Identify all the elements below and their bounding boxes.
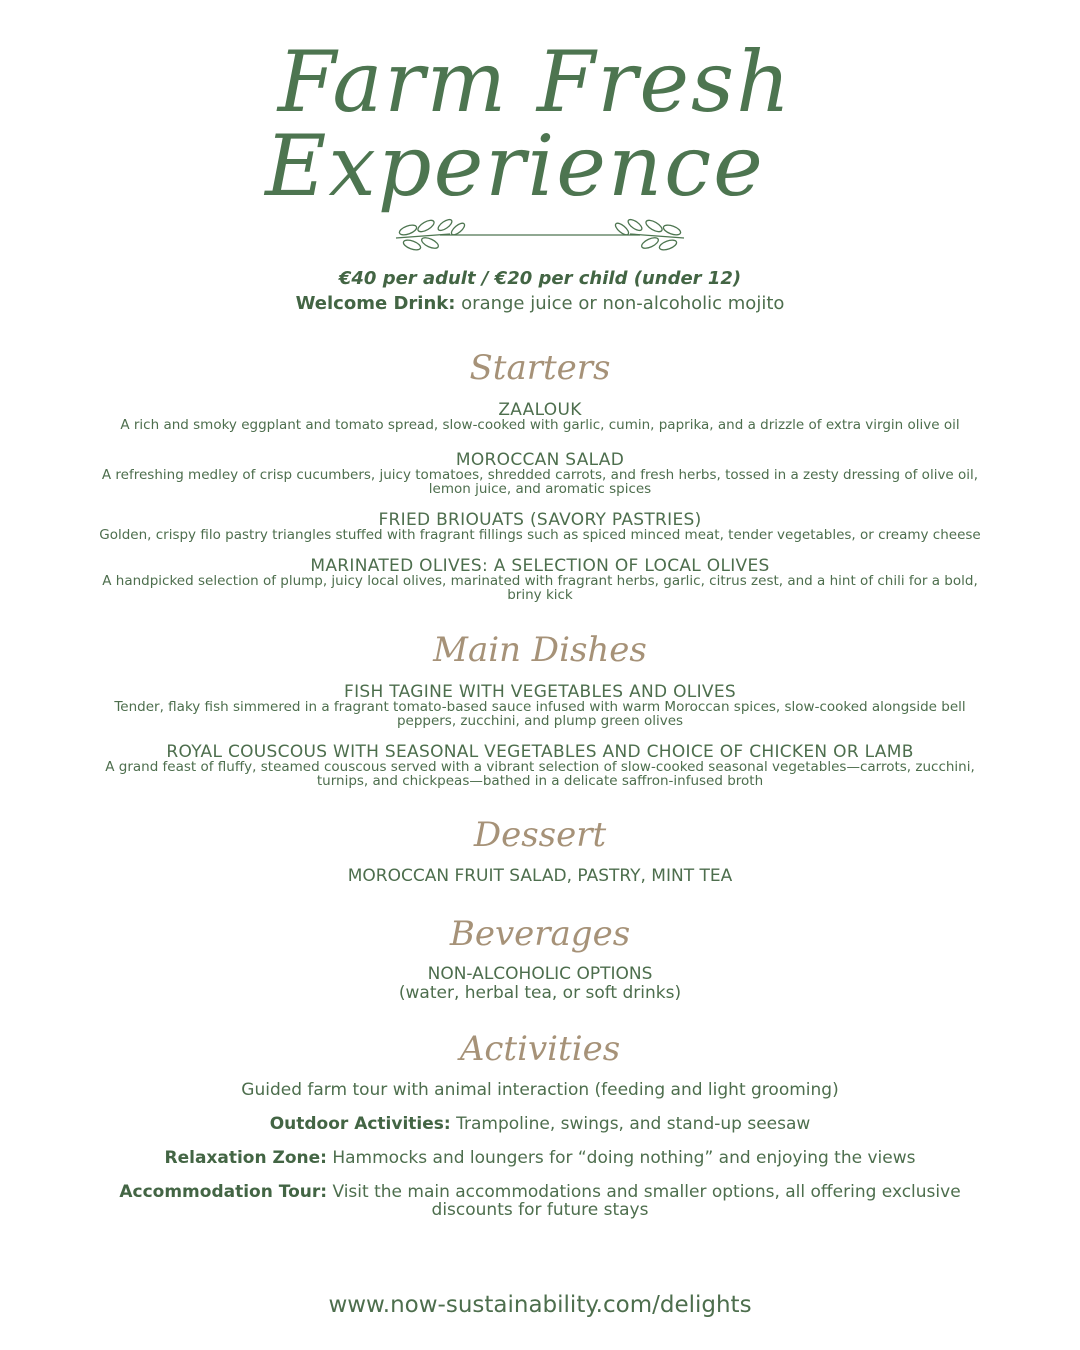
- activity-accom-text: Visit the main accommodations and smaller options, all offering exclusive discounts for future stays: [327, 1182, 961, 1220]
- activity-outdoor-label: Outdoor Activities:: [269, 1114, 451, 1134]
- starter-desc: A refreshing medley of crisp cucumbers, juicy tomatoes, shredded carrots, and fresh herbs, tossed in a zesty dressing of olive oil, lemon juice, and aromatic spices: [101, 467, 979, 497]
- welcome-drink: [0, 293, 1080, 314]
- starter-name: MOROCCAN SALAD: [455, 450, 625, 470]
- mains-heading: Main Dishes: [433, 630, 647, 670]
- price-line: €40 per adult / €20 per child (under 12): [338, 268, 742, 289]
- main-dish-desc: Tender, flaky fish simmered in a fragrant tomato-based sauce infused with warm Moroccan spices, slow-cooked alongside bell peppers, zucchini, and plump green olives: [114, 699, 966, 729]
- welcome-text: orange juice or non-alcoholic mojito: [455, 293, 785, 314]
- website-url[interactable]: www.now-sustainability.com/delights: [328, 1292, 752, 1318]
- starter-name: MARINATED OLIVES: A SELECTION OF LOCAL OLIVES: [310, 556, 770, 576]
- main-dish-desc: A grand feast of fluffy, steamed couscous served with a vibrant selection of slow-cooked seasonal vegetables—carrots, zucchini, turnips, and chickpeas—bathed in a delicate saffron-infused broth: [105, 759, 975, 789]
- starter-desc: A handpicked selection of plump, juicy local olives, marinated with fragrant herbs, garlic, citrus zest, and a hint of chili for a bold, briny kick: [102, 573, 978, 603]
- leaf-branch-icon: [390, 212, 690, 256]
- activity-outdoor: [80, 1115, 1000, 1133]
- title-line-2: Experience: [265, 117, 765, 215]
- dessert-text: MOROCCAN FRUIT SALAD, PASTRY, MINT TEA: [347, 866, 733, 886]
- dessert-heading: Dessert: [473, 815, 607, 855]
- starter-desc: Golden, crispy filo pastry triangles stuffed with fragrant fillings such as spiced minced meat, tender vegetables, or creamy cheese: [99, 527, 981, 543]
- starters-heading: Starters: [469, 348, 611, 388]
- activity-outdoor-text: Trampoline, swings, and stand-up seesaw: [450, 1114, 811, 1134]
- title-line-1: Farm Fresh: [277, 33, 793, 131]
- welcome-label: Welcome Drink:: [295, 293, 456, 314]
- main-dish-name: FISH TAGINE WITH VEGETABLES AND OLIVES: [344, 682, 736, 702]
- activity-accom-label: Accommodation Tour:: [119, 1182, 328, 1202]
- activity-relax-text: Hammocks and loungers for “doing nothing” and enjoying the views: [326, 1148, 916, 1168]
- beverage-details: (water, herbal tea, or soft drinks): [398, 983, 682, 1003]
- activity-relaxation: [80, 1149, 1000, 1167]
- activity-relax-label: Relaxation Zone:: [164, 1148, 327, 1168]
- activities-heading: Activities: [459, 1029, 621, 1069]
- beverages-heading: Beverages: [449, 914, 631, 954]
- starter-name: FRIED BRIOUATS (SAVORY PASTRIES): [378, 510, 702, 530]
- menu-title: [0, 33, 1080, 215]
- activity-accommodation: [80, 1183, 1000, 1219]
- main-dish-name: ROYAL COUSCOUS WITH SEASONAL VEGETABLES AND CHOICE OF CHICKEN OR LAMB: [166, 742, 914, 762]
- starter-name: ZAALOUK: [498, 400, 582, 420]
- beverage-options: NON-ALCOHOLIC OPTIONS: [427, 964, 653, 984]
- starter-desc: A rich and smoky eggplant and tomato spread, slow-cooked with garlic, cumin, paprika, and a drizzle of extra virgin olive oil: [120, 417, 960, 433]
- activity-farm-tour: Guided farm tour with animal interaction (feeding and light grooming): [241, 1080, 839, 1100]
